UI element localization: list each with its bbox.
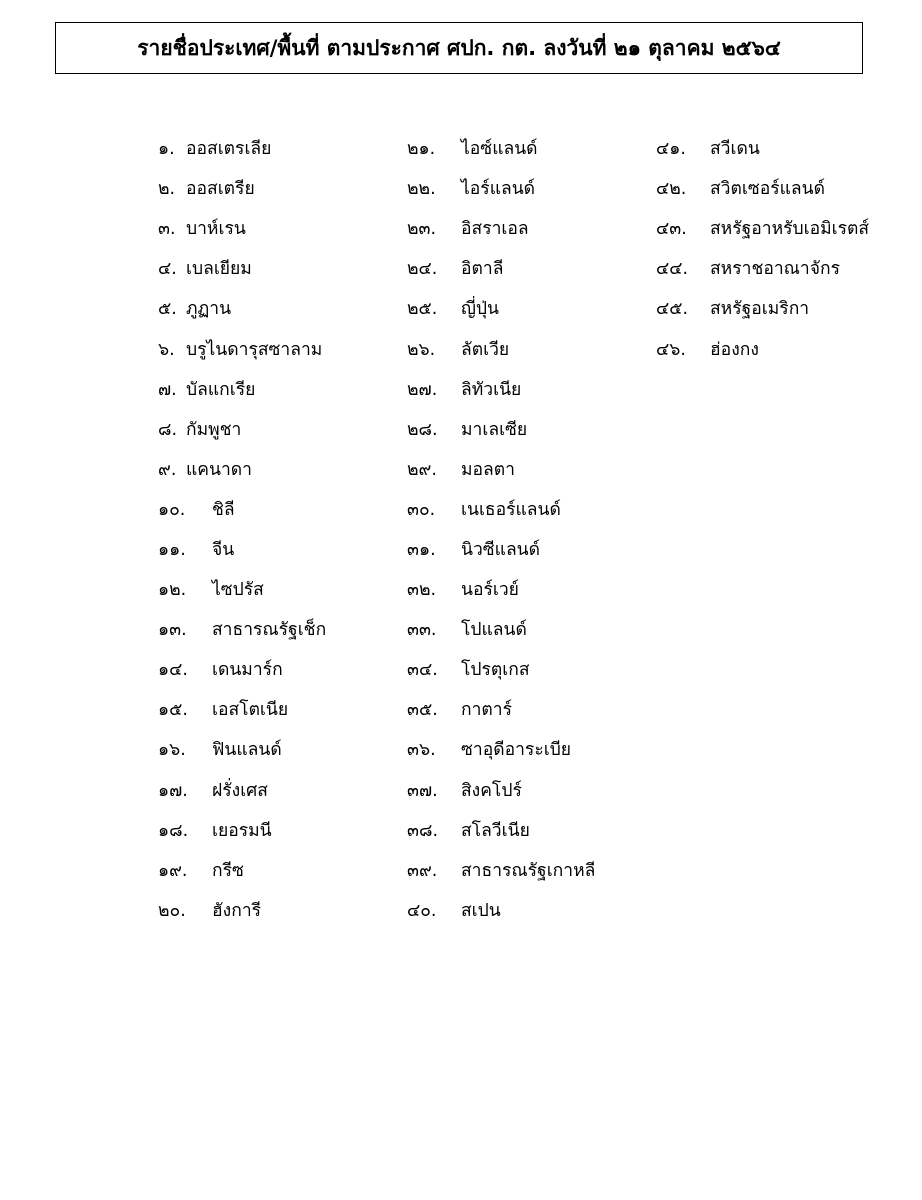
- item-number: ๒๐.: [158, 900, 186, 921]
- item-number: ๒๑.: [407, 139, 436, 160]
- list-item: [656, 128, 869, 168]
- item-number: ๑๗.: [158, 780, 188, 801]
- country-name: ชิลี: [212, 499, 235, 520]
- item-number: ๒๒.: [407, 179, 436, 200]
- country-name: ไซปรัส: [212, 580, 264, 601]
- list-item: [407, 248, 595, 288]
- country-name: กาตาร์: [461, 700, 513, 721]
- list-item: [158, 649, 326, 689]
- item-number: ๔๑.: [656, 139, 686, 160]
- country-name: สโลวีเนีย: [461, 820, 530, 841]
- country-name: เดนมาร์ก: [212, 660, 283, 681]
- item-number: ๒.: [158, 179, 176, 200]
- list-item: [407, 369, 595, 409]
- country-name: ฮ่องกง: [710, 339, 759, 360]
- list-item: [407, 770, 595, 810]
- item-number: ๓๐.: [407, 499, 436, 520]
- country-name: อิตาลี: [461, 259, 504, 280]
- list-item: [158, 449, 326, 489]
- list-item: [407, 689, 595, 729]
- list-item: [656, 208, 869, 248]
- country-name: สาธารณรัฐเช็ก: [212, 620, 327, 641]
- item-number: ๑๖.: [158, 740, 186, 761]
- list-item: [158, 168, 326, 208]
- list-item: [158, 529, 326, 569]
- item-number: ๓๙.: [407, 860, 438, 881]
- country-name: ภูฏาน: [186, 299, 232, 320]
- list-item: [407, 890, 595, 930]
- country-name: โปรตุเกส: [461, 660, 530, 681]
- list-item: [656, 288, 869, 328]
- list-item: [407, 128, 595, 168]
- country-name: นอร์เวย์: [461, 580, 519, 601]
- list-item: [656, 168, 869, 208]
- list-item: [407, 489, 595, 529]
- list-item: [158, 729, 326, 769]
- country-name: มอลตา: [461, 459, 515, 480]
- country-name: ซาอุดีอาระเบีย: [461, 740, 572, 761]
- country-name: ฮังการี: [212, 900, 262, 921]
- country-name: แคนาดา: [186, 459, 252, 480]
- page-title: รายชื่อประเทศ/พื้นที่ ตามประกาศ ศปก. กต. ลงวันที่ ๒๑ ตุลาคม ๒๕๖๔: [137, 35, 781, 60]
- country-name: ญี่ปุ่น: [461, 299, 499, 320]
- item-number: ๓๓.: [407, 620, 437, 641]
- country-name: ออสเตรเลีย: [186, 139, 272, 160]
- list-item: [407, 288, 595, 328]
- country-name: เนเธอร์แลนด์: [461, 499, 561, 520]
- list-item: [407, 850, 595, 890]
- list-item: [158, 248, 326, 288]
- item-number: ๑๐.: [158, 499, 186, 520]
- country-name: ไอร์แลนด์: [461, 179, 536, 200]
- country-name: จีน: [212, 539, 235, 560]
- list-item: [158, 208, 326, 248]
- country-name: เอสโตเนีย: [212, 700, 289, 721]
- country-name: เยอรมนี: [212, 820, 272, 841]
- country-name: บรูไนดารุสซาลาม: [186, 339, 323, 360]
- item-number: ๑๙.: [158, 860, 188, 881]
- country-name: สหราชอาณาจักร: [710, 259, 840, 280]
- item-number: ๙.: [158, 459, 177, 480]
- list-item: [407, 729, 595, 769]
- country-name: ออสเตรีย: [186, 179, 255, 200]
- item-number: ๓๘.: [407, 820, 439, 841]
- item-number: ๑๔.: [158, 660, 188, 681]
- item-number: ๔๔.: [656, 259, 689, 280]
- item-number: ๒๖.: [407, 339, 436, 360]
- item-number: ๓๗.: [407, 780, 438, 801]
- list-item: [407, 609, 595, 649]
- country-name: สเปน: [461, 900, 501, 921]
- country-name: ลัตเวีย: [461, 339, 510, 360]
- list-item: [158, 810, 326, 850]
- item-number: ๑.: [158, 139, 175, 160]
- country-name: สาธารณรัฐเกาหลี: [461, 860, 596, 881]
- item-number: ๒๘.: [407, 419, 438, 440]
- country-name: กรีซ: [212, 860, 244, 881]
- item-number: ๑๒.: [158, 580, 187, 601]
- list-item: [407, 449, 595, 489]
- list-item: [656, 328, 869, 368]
- item-number: ๑๘.: [158, 820, 189, 841]
- item-number: ๔๓.: [656, 219, 687, 240]
- country-name: กัมพูชา: [186, 419, 242, 440]
- country-name: เบลเยียม: [186, 259, 252, 280]
- list-item: [407, 810, 595, 850]
- list-item: [407, 208, 595, 248]
- country-name: โปแลนด์: [461, 620, 527, 641]
- item-number: ๔๕.: [656, 299, 689, 320]
- list-item: [407, 168, 595, 208]
- item-number: ๓๑.: [407, 539, 436, 560]
- item-number: ๒๕.: [407, 299, 438, 320]
- country-name: นิวซีแลนด์: [461, 539, 540, 560]
- item-number: ๒๔.: [407, 259, 438, 280]
- list-item: [158, 689, 326, 729]
- list-item: [158, 770, 326, 810]
- list-item: [158, 328, 326, 368]
- country-name: สหรัฐอาหรับเอมิเรตส์: [710, 219, 870, 240]
- item-number: ๑๑.: [158, 539, 186, 560]
- item-number: ๔.: [158, 259, 177, 280]
- item-number: ๖.: [158, 339, 175, 360]
- country-name: สวีเดน: [710, 139, 760, 160]
- list-item: [158, 409, 326, 449]
- item-number: ๓๒.: [407, 580, 437, 601]
- item-number: ๔๒.: [656, 179, 687, 200]
- country-name: สหรัฐอเมริกา: [710, 299, 810, 320]
- list-item: [407, 569, 595, 609]
- item-number: ๔๐.: [407, 900, 437, 921]
- list-item: [407, 649, 595, 689]
- country-name: ฟินแลนด์: [212, 740, 282, 761]
- item-number: ๓.: [158, 219, 176, 240]
- country-name: ฝรั่งเศส: [212, 780, 268, 801]
- country-list-column-2: [407, 128, 595, 930]
- item-number: ๓๔.: [407, 660, 438, 681]
- item-number: ๔๖.: [656, 339, 686, 360]
- list-item: [656, 248, 869, 288]
- country-name: ลิทัวเนีย: [461, 379, 522, 400]
- country-name: บาห์เรน: [186, 219, 246, 240]
- item-number: ๕.: [158, 299, 177, 320]
- list-item: [158, 369, 326, 409]
- list-item: [407, 328, 595, 368]
- country-list-column-3: [656, 128, 869, 369]
- item-number: ๑๕.: [158, 700, 188, 721]
- item-number: ๗.: [158, 379, 177, 400]
- list-item: [158, 128, 326, 168]
- list-item: [158, 569, 326, 609]
- country-name: สิงคโปร์: [461, 780, 522, 801]
- title-box: [55, 22, 863, 74]
- list-item: [158, 850, 326, 890]
- list-item: [407, 529, 595, 569]
- list-item: [158, 890, 326, 930]
- item-number: ๒๙.: [407, 459, 437, 480]
- list-item: [158, 489, 326, 529]
- country-list-column-1: [158, 128, 326, 930]
- country-name: บัลแกเรีย: [186, 379, 256, 400]
- list-item: [158, 288, 326, 328]
- item-number: ๑๓.: [158, 620, 187, 641]
- item-number: ๓๕.: [407, 700, 438, 721]
- item-number: ๘.: [158, 419, 178, 440]
- country-name: มาเลเซีย: [461, 419, 528, 440]
- country-name: สวิตเซอร์แลนด์: [710, 179, 825, 200]
- country-name: อิสราเอล: [461, 219, 529, 240]
- item-number: ๓๖.: [407, 740, 436, 761]
- list-item: [158, 609, 326, 649]
- country-name: ไอซ์แลนด์: [461, 139, 538, 160]
- item-number: ๒๓.: [407, 219, 437, 240]
- item-number: ๒๗.: [407, 379, 438, 400]
- list-item: [407, 409, 595, 449]
